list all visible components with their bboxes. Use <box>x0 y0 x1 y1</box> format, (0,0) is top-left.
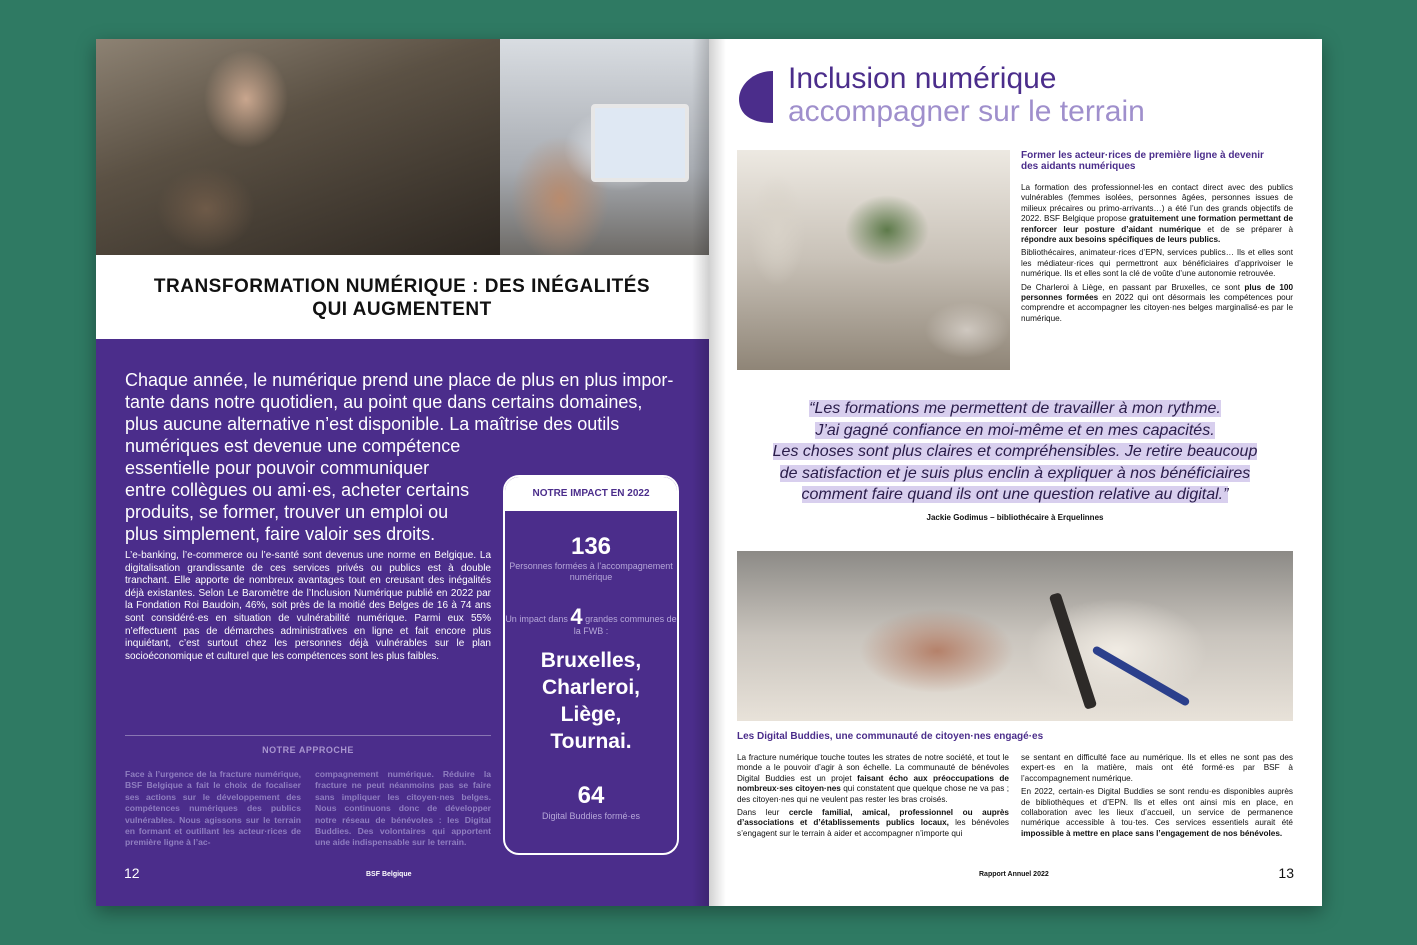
left-page <box>96 39 709 906</box>
magazine-spread <box>96 39 1322 906</box>
city-name: Liège, <box>560 703 622 726</box>
quote-author: Jackie Godimus – bibliothécaire à Erquelinnes <box>926 513 1104 522</box>
paragraph <box>737 808 1009 839</box>
section-heading-digital-buddies: Les Digital Buddies, une communauté de citoyen·nes engagé·es <box>737 731 1044 742</box>
intro-line: essentielle pour pouvoir communiquer <box>125 458 430 478</box>
quote-line <box>729 463 1301 485</box>
quote-text: “Les formations me permettent de travailler à mon rythme. <box>809 400 1221 417</box>
city-name: Tournai. <box>550 730 632 753</box>
impact-box <box>503 475 679 855</box>
quote-text: J’ai gagné confiance en moi-même et en mes capacités. <box>815 421 1215 439</box>
paragraph <box>737 753 1009 805</box>
text-run: qui constatent que quelque chose ne va pas ; des citoyen·nes qui ne veulent pas rester les bras croisés. <box>737 784 1009 804</box>
quote-line <box>729 441 1301 463</box>
stat-trained-people: 136 <box>570 533 612 560</box>
body-paragraph: L’e-banking, l’e-commerce ou l’e-santé sont devenus une norme en Belgique. La digitalisation grandissante de ces services privés ou publics est à double tranchant. Elle apporte de nombreux avantages tout en creusant des inégalités déjà existantes. Selon Le Baromètre de l’Inclusion Numérique publié en 2022 par la Fondation Roi Baudoin, 46%, soit près de la moitié des Belges de 16 à 74 ans sont considéré·es en situation de vulnérabilité numérique. Parmi eux 55% n’effectuent pas de démarches administratives en ligne et fait encore plus inquiétant, c’est surtout chez les personnes déjà vulnérables sur le plan socioéconomique et culturel que les compétences sont les plus faibles. <box>125 550 491 662</box>
impact-communes <box>505 604 677 637</box>
laptop-screen <box>591 104 689 182</box>
right-page <box>709 39 1322 906</box>
city-name: Charleroi, <box>541 676 641 699</box>
intro-line: tante dans notre quotidien, au point que dans certains domaines, <box>125 392 643 412</box>
testimonial-quote <box>729 398 1301 506</box>
paragraph <box>1021 183 1293 245</box>
stat-digital-buddies: 64 <box>577 782 605 809</box>
intro-line: numériques est devenue une compétence <box>125 436 461 456</box>
text-run: La formation des professionnel·les en contact direct avec des publics vulnérables (femmes isolées, personnes âgées, personnes issues de milieux précaires ou primo-arrivants…) a été l’un des grands objectifs de 2022. BSF Belgique propose <box>1021 183 1293 224</box>
page-headline: TRANSFORMATION NUMÉRIQUE : DES INÉGALITÉS QUI AUGMENTENT <box>153 276 651 320</box>
photo-training-session <box>737 150 1010 370</box>
intro-line: plus simplement, faire valoir ses droits. <box>125 524 436 544</box>
quote-line <box>729 398 1301 420</box>
paragraph <box>1021 283 1293 325</box>
approach-column-2: compagnement numérique. Réduire la fracture ne peut néanmoins pas se faire sans impliquer les citoyen·nes belges. Nous continuons donc de développer notre réseau de bénévoles : les Digital Buddies. Des volontaires qui apportent une aide indispensable sur le terrain. <box>315 769 491 848</box>
text-emphasis: plus de 100 personnes formées <box>1021 282 1293 303</box>
section-training-text <box>1021 183 1293 324</box>
section-heading-training: Former les acteur·rices de première ligne à devenir des aidants numériques <box>1021 150 1264 172</box>
quote-line <box>729 484 1301 506</box>
approach-title: NOTRE APPROCHE <box>262 745 354 755</box>
city-name: Bruxelles, <box>540 649 642 672</box>
page-subtitle: accompagner sur le terrain <box>788 95 1145 128</box>
digital-buddies-column-2 <box>1021 753 1293 839</box>
photo-writing-hand <box>737 551 1293 721</box>
text-emphasis: répondre aux besoins spécifiques de leurs publics. <box>1021 235 1221 245</box>
page-number-right: 13 <box>1278 865 1294 881</box>
text-run: La fracture numérique touche toutes les strates de notre société, et tout le monde a le pouvoir d’agir à son échelle. La communauté de bénévoles Digital Buddies est un projet <box>737 753 1009 783</box>
text-emphasis: faisant écho aux préoccupations de nombreux·ses citoyen·nes <box>737 773 1009 794</box>
impact-heading: NOTRE IMPACT EN 2022 <box>505 477 677 511</box>
intro-line: entre collègues ou ami·es, acheter certains <box>125 480 470 500</box>
footer-left: BSF Belgique <box>366 871 412 878</box>
quote-text: Les choses sont plus claires et compréhensibles. Je retire beaucoup <box>772 443 1258 460</box>
intro-line: Chaque année, le numérique prend une place de plus en plus impor- <box>125 370 674 390</box>
digital-buddies-column-1 <box>737 753 1009 839</box>
impact-prefix: Un impact dans <box>505 614 568 624</box>
quote-line <box>729 420 1301 442</box>
stat-trained-people-label: Personnes formées à l’accompagnement numérique <box>509 561 673 582</box>
page-title: Inclusion numérique <box>788 62 1057 95</box>
paragraph <box>1021 787 1293 839</box>
intro-line: plus aucune alternative n’est disponible. La maîtrise des outils <box>125 414 620 434</box>
text-emphasis: impossible à mettre en place sans l’engagement de nos bénévoles. <box>1021 828 1283 838</box>
approach-column-1: Face à l’urgence de la fracture numérique, BSF Belgique a fait le choix de focaliser ses actions sur le développement des compétences numériques des publics vulnérables. Nous agissons sur le terrain en formant et outillant les acteur·rices de première ligne à l’ac- <box>125 769 301 848</box>
divider <box>125 735 491 736</box>
footer-right: Rapport Annuel 2022 <box>979 871 1049 878</box>
pen-shape <box>1049 592 1097 710</box>
text-run: et de se préparer à <box>1200 224 1294 234</box>
text-run: les bénévoles s’engagent sur le terrain à aider et accompagner n’importe qui <box>737 818 1009 838</box>
stat-digital-buddies-label: Digital Buddies formé·es <box>541 811 641 821</box>
pen-shape <box>1091 645 1190 707</box>
stat-communes: 4 <box>570 604 583 629</box>
quote-text: de satisfaction et je suis plus enclin à expliquer à nos bénéficiaires <box>779 464 1251 482</box>
text-emphasis: cercle familial, amical, professionnel ou auprès d’associations et d’établissements publics locaux, <box>737 808 1009 828</box>
intro-line: produits, se former, trouver un emploi ou <box>125 502 449 522</box>
text-emphasis: gratuitement une formation permettant de renforcer leur posture d’aidant numérique <box>1021 214 1294 234</box>
page-number-left: 12 <box>124 865 140 881</box>
photo-workshop-children <box>96 39 500 255</box>
impact-suffix: grandes communes de la FWB : <box>573 614 677 636</box>
text-run: en 2022 qui ont désormais les compétences pour comprendre et accompagner les citoyen·nes belges marginalisé·es par le numérique. <box>1021 293 1293 323</box>
cities-list <box>505 647 677 755</box>
text-run: De Charleroi à Liège, en passant par Bruxelles, ce sont <box>1021 282 1245 292</box>
half-circle-logo-icon <box>737 67 777 125</box>
text-run: Dans leur <box>737 808 789 818</box>
quote-text: comment faire quand ils ont une question relative au digital.” <box>801 486 1229 503</box>
paragraph: se sentant en difficulté face au numérique. Ils et elles ne sont pas des expert·es en la matière, mais ont été formé·es par BSF à l’accompagnement numérique. <box>1021 753 1293 783</box>
text-run: En 2022, certain·es Digital Buddies se sont rendu·es disponibles auprès de bibliothèques et d’EPN. Ils et elles ont ainsi mis en place, en collaboration avec les lieux d’accueil, un service de permanence numérique accessible à tou·tes. Ces services essentiels aurait été <box>1021 787 1293 828</box>
paragraph: Bibliothécaires, animateur·rices d’EPN, services publics… Ils et elles sont les médiateur·rices qui permettront aux bénéficiaires d’apprivoiser le numérique. Ils et elles sont la clé de voûte d’une autonomie retrouvée. <box>1021 248 1293 279</box>
